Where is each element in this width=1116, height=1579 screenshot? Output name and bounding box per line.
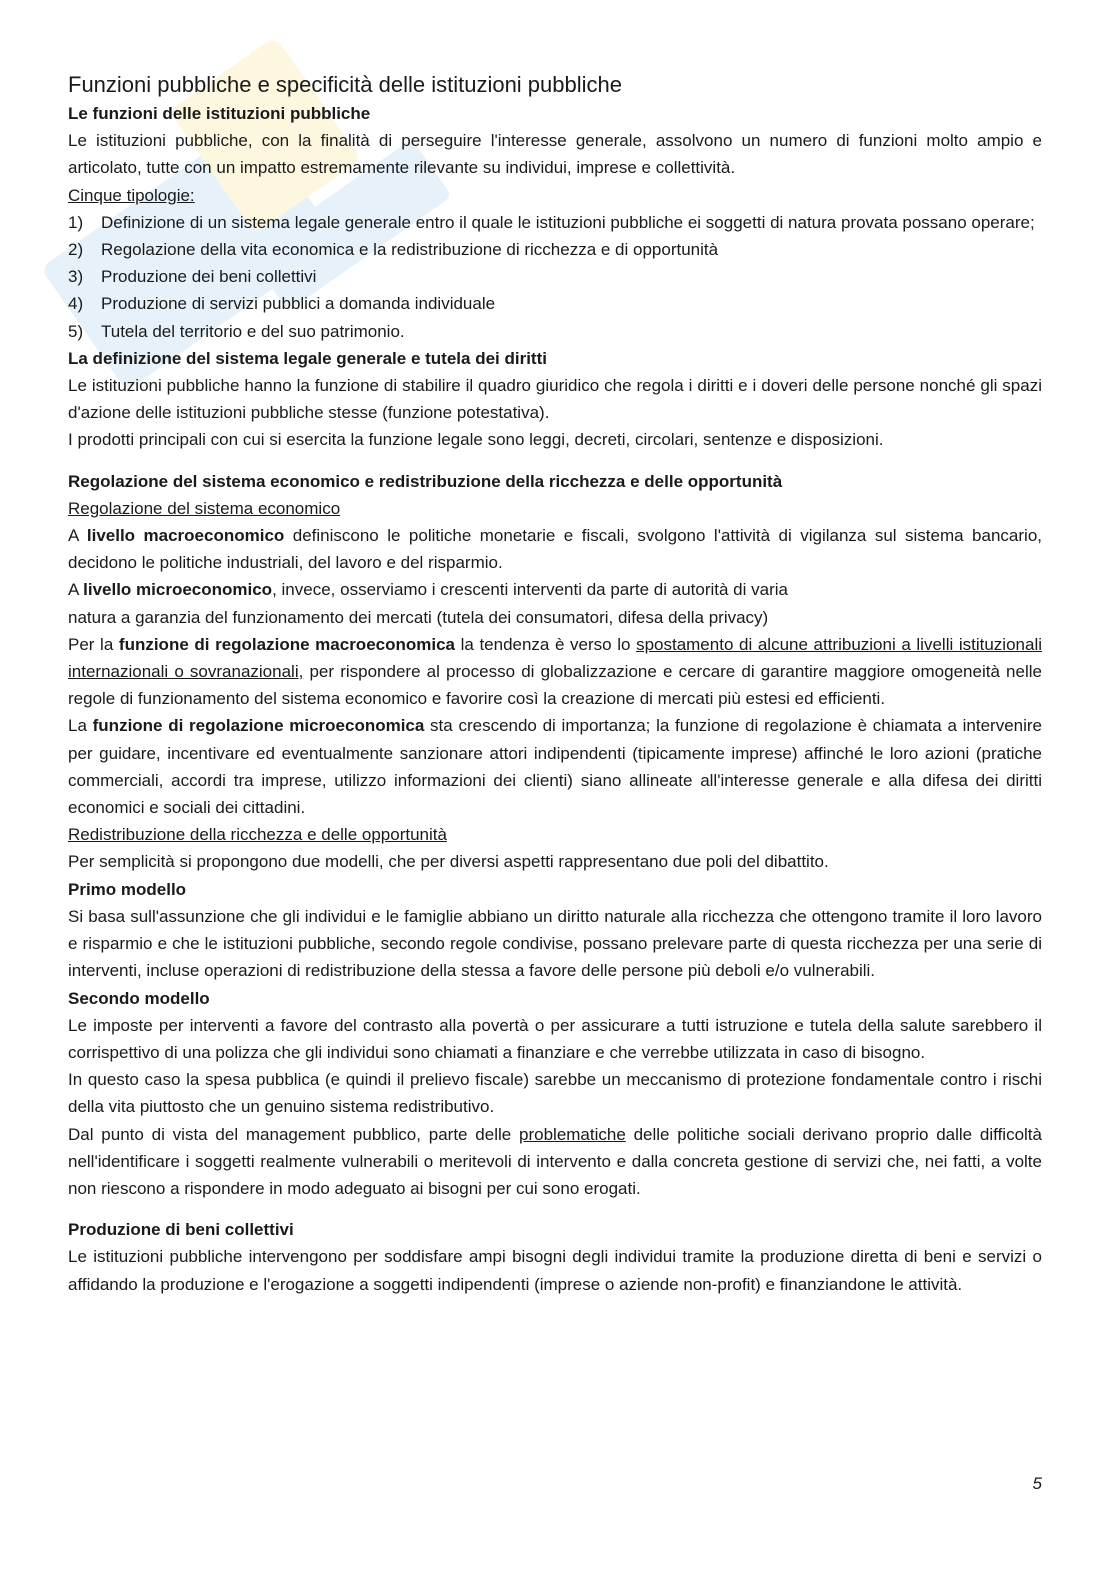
paragraph: Per semplicità si propongono due modelli, che per diversi aspetti rappresentano due poli del dibattito. <box>68 852 829 872</box>
list-text: Produzione di servizi pubblici a domanda individuale <box>101 294 496 314</box>
text-run: Dal punto di vista del management pubblico, parte delle <box>68 1124 520 1144</box>
bold-term: livello macroeconomico <box>86 526 285 546</box>
text-run: A <box>68 526 87 546</box>
list-item <box>68 209 1042 236</box>
list-number: 2) <box>68 240 84 260</box>
section-heading-funzioni: Le funzioni delle istituzioni pubbliche <box>68 104 371 123</box>
paragraph <box>68 576 1042 603</box>
document-page <box>68 70 1042 1298</box>
bold-term: livello microeconomico <box>83 580 273 600</box>
list-label: Cinque tipologie: <box>68 185 195 205</box>
paragraph: Le istituzioni pubbliche, con la finalità di perseguire l'interesse generale, assolvono un numero di funzioni molto ampio e articolato, tutte con un impatto estremamente rilevante su individui, imprese e collettività. <box>68 131 1042 178</box>
paragraph <box>68 631 1042 713</box>
heading-primo-modello: Primo modello <box>68 879 187 899</box>
paragraph: In questo caso la spesa pubblica (e quindi il prelievo fiscale) sarebbe un meccanismo di protezione fondamentale contro i rischi della vita piuttosto che un genuino sistema redistributivo. <box>68 1070 1042 1117</box>
paragraph <box>68 522 1042 576</box>
text-run: delle politiche sociali derivano proprio dalle difficoltà nell'identificare i soggetti realmente vulnerabili o meritevoli di intervento e dalla concreta gestione di servizi che, nei fatti, a volte non riescono a rispondere in modo adeguato ai bisogni per cui sono erogati. <box>68 1124 1042 1198</box>
text-run: la tendenza è verso lo <box>455 634 637 654</box>
paragraph: Si basa sull'assunzione che gli individui e le famiglie abbiano un diritto naturale alla ricchezza che ottengono tramite il loro lavoro e risparmio e che le istituzioni pubbliche, secondo regole condivise, possano prelevare parte di questa ricchezza per una serie di interventi, incluse operazioni di redistribuzione della stessa a favore delle persone più deboli e/o vulnerabili. <box>68 906 1042 981</box>
heading-secondo-modello: Secondo modello <box>68 988 210 1008</box>
page-number: 5 <box>1032 1474 1042 1493</box>
list-number: 1) <box>68 212 84 232</box>
subheading-redistribuzione <box>68 821 1042 848</box>
typology-list <box>68 209 1042 345</box>
section-heading-beni-collettivi: Produzione di beni collettivi <box>68 1220 294 1240</box>
section-heading-sistema-legale: La definizione del sistema legale generale e tutela dei diritti <box>68 348 547 368</box>
text-run: La <box>68 716 93 736</box>
bold-term: funzione di regolazione microeconomica <box>92 716 425 736</box>
text-run: per rispondere al processo di globalizzazione e cercare di garantire maggiore omogeneità nelle regole di funzionamento del sistema economico e favorire così la creazione di mercati più estesi ed efficienti. <box>68 662 1042 709</box>
paragraph: I prodotti principali con cui si esercita la funzione legale sono leggi, decreti, circolari, sentenze e disposizioni. <box>68 430 884 450</box>
list-number: 3) <box>68 267 84 287</box>
subheading-text: Redistribuzione della ricchezza e delle opportunità <box>68 825 447 845</box>
underlined-text: spostamento di alcune attribuzioni a livelli istituzionali internazionali o sovranazionali, <box>68 634 1042 682</box>
list-item <box>68 290 1042 317</box>
section-heading-regolazione: Regolazione del sistema economico e redistribuzione della ricchezza e delle opportunità <box>68 471 783 491</box>
text-run: A <box>68 580 84 600</box>
list-text: Definizione di un sistema legale generale entro il quale le istituzioni pubbliche ei soggetti di natura provata possano operare; <box>101 212 1035 232</box>
list-number: 5) <box>68 321 84 341</box>
subheading-text: Regolazione del sistema economico <box>68 498 341 518</box>
list-number: 4) <box>68 294 84 314</box>
paragraph <box>68 712 1042 821</box>
page-title: Funzioni pubbliche e specificità delle istituzioni pubbliche <box>68 72 622 97</box>
list-item <box>68 318 1042 345</box>
paragraph: Le istituzioni pubbliche intervengono per soddisfare ampi bisogni degli individui tramite la produzione diretta di beni e servizi o affidando la produzione e l'erogazione a soggetti indipendenti (imprese o aziende non-profit) e finanziandone le attività. <box>68 1247 1042 1294</box>
paragraph: natura a garanzia del funzionamento dei mercati (tutela dei consumatori, difesa della privacy) <box>68 607 769 627</box>
text-run: , invece, osserviamo i crescenti interventi da parte di autorità di varia <box>272 580 788 600</box>
text-run: sta crescendo di importanza; la funzione di regolazione è chiamata a intervenire per guidare, incentivare ed eventualmente sanzionare attori indipendenti (tipicamente imprese) affinché le loro azioni (pratiche commerciali, accordi tra imprese, utilizzo informazioni dei clienti) siano allineate all'interesse generale e alla difesa dei diritti economici e sociali dei cittadini. <box>68 716 1042 818</box>
text-run: definiscono le politiche monetarie e fiscali, svolgono l'attività di vigilanza sul sistema bancario, decidono le politiche industriali, del lavoro e del risparmio. <box>68 526 1042 573</box>
list-text: Produzione dei beni collettivi <box>101 267 317 287</box>
underlined-text: problematiche <box>519 1124 626 1144</box>
subheading-regolazione <box>68 495 1042 522</box>
paragraph <box>68 1121 1042 1203</box>
paragraph: Le istituzioni pubbliche hanno la funzione di stabilire il quadro giuridico che regola i diritti e i doveri delle persone nonché gli spazi d'azione delle istituzioni pubbliche stesse (funzione potestativa). <box>68 376 1042 423</box>
list-text: Regolazione della vita economica e la redistribuzione di ricchezza e di opportunità <box>101 240 719 260</box>
list-item <box>68 263 1042 290</box>
paragraph: Le imposte per interventi a favore del contrasto alla povertà o per assicurare a tutti istruzione e tutela della salute sarebbero il corrispettivo di una polizza che gli individui sono chiamati a finanziare e che verrebbe utilizzata in caso di bisogno. <box>68 1015 1042 1062</box>
text-run: Per la <box>68 634 119 654</box>
list-text: Tutela del territorio e del suo patrimonio. <box>101 321 405 341</box>
list-item <box>68 236 1042 263</box>
bold-term: funzione di regolazione macroeconomica <box>118 634 455 654</box>
